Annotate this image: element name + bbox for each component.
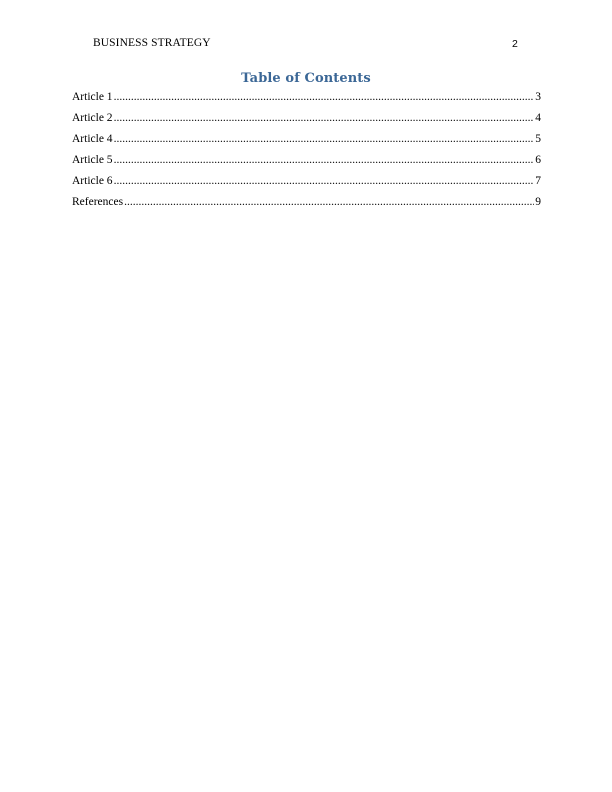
table-of-contents — [72, 91, 541, 217]
toc-entry-page: 4 — [535, 112, 541, 124]
toc-entry-page: 5 — [535, 133, 541, 145]
toc-entry-article-2[interactable] — [72, 112, 541, 133]
toc-entry-page: 7 — [535, 175, 541, 187]
toc-entry-article-5[interactable] — [72, 154, 541, 175]
toc-entry-label: Article 4 — [72, 133, 113, 145]
toc-entry-label: Article 2 — [72, 112, 113, 124]
toc-entry-label: References — [72, 196, 124, 208]
toc-dot-leader — [114, 112, 535, 124]
toc-entry-label: Article 1 — [72, 91, 113, 103]
toc-entry-article-4[interactable] — [72, 133, 541, 154]
toc-entry-page: 6 — [535, 154, 541, 166]
page-number: 2 — [512, 38, 518, 50]
toc-title: Table of Contents — [241, 71, 371, 86]
toc-entry-article-1[interactable] — [72, 91, 541, 112]
running-head: BUSINESS STRATEGY — [93, 37, 211, 49]
toc-dot-leader — [114, 91, 535, 103]
toc-dot-leader — [114, 154, 535, 166]
toc-dot-leader — [114, 175, 535, 187]
toc-dot-leader — [124, 196, 534, 208]
toc-entry-page: 9 — [535, 196, 541, 208]
toc-entry-references[interactable] — [72, 196, 541, 217]
toc-dot-leader — [114, 133, 535, 145]
toc-entry-label: Article 5 — [72, 154, 113, 166]
toc-entry-label: Article 6 — [72, 175, 113, 187]
toc-entry-article-6[interactable] — [72, 175, 541, 196]
toc-entry-page: 3 — [535, 91, 541, 103]
